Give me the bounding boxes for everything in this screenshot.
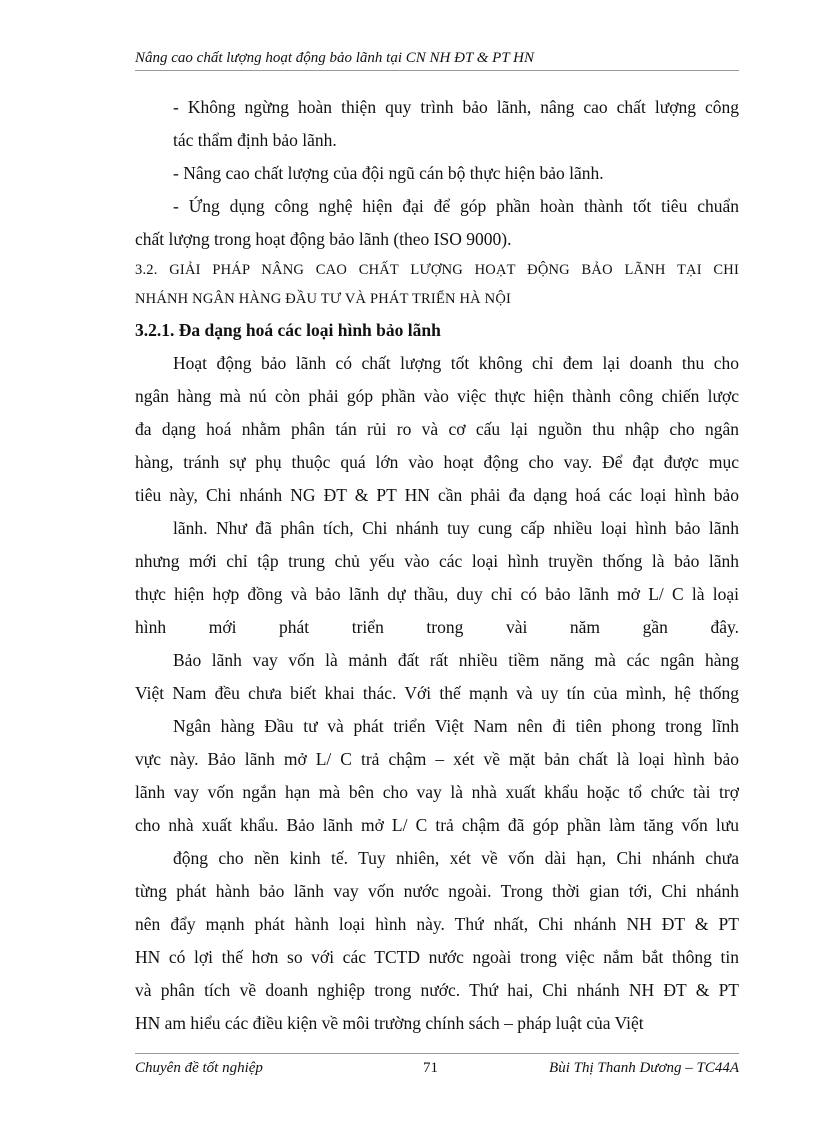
body-line: động cho nền kinh tế. Tuy nhiên, xét về vốn dài hạn, Chi nhánh chưa xyxy=(173,848,739,868)
body-line: hàng, tránh sự phụ thuộc quá lớn vào hoạt động cho vay. Để đạt được mục xyxy=(135,452,739,472)
body-line: - Không ngừng hoàn thiện quy trình bảo lãnh, nâng cao chất lượng công xyxy=(173,97,739,117)
page-footer xyxy=(135,1053,739,1084)
body-line: - Ứng dụng công nghệ hiện đại để góp phần hoàn thành tốt tiêu chuẩn xyxy=(173,196,739,216)
body-line: và phân tích về doanh nghiệp trong nước. Thứ hai, Chi nhánh NH ĐT & PT xyxy=(135,980,739,1000)
body-line: hình mới phát triển trong vài năm gần đây. xyxy=(135,617,739,637)
body-line: đa dạng hoá nhằm phân tán rủi ro và cơ cấu lại nguồn thu nhập cho ngân xyxy=(135,419,739,439)
body-line: Bảo lãnh vay vốn là mảnh đất rất nhiều tiềm năng mà các ngân hàng xyxy=(173,650,739,670)
subsection-heading: 3.2.1. Đa dạng hoá các loại hình bảo lãnh xyxy=(135,320,441,340)
body-line: tác thẩm định bảo lãnh. xyxy=(173,130,337,150)
body-line: Ngân hàng Đầu tư và phát triển Việt Nam nên đi tiên phong trong lĩnh xyxy=(173,716,739,736)
body-line: HN có lợi thế hơn so với các TCTD nước ngoài trong việc nắm bắt thông tin xyxy=(135,947,739,967)
body-line: tiêu này, Chi nhánh NG ĐT & PT HN cần phải đa dạng hoá các loại hình bảo xyxy=(135,485,739,505)
footer-left: Chuyên đề tốt nghiệp xyxy=(135,1060,263,1076)
page-header xyxy=(135,48,739,71)
footer-right: Bùi Thị Thanh Dương – TC44A xyxy=(549,1060,739,1076)
body-line: vực này. Bảo lãnh mở L/ C trả chậm – xét về mặt bản chất là loại hình bảo xyxy=(135,749,739,769)
document-body xyxy=(135,91,739,1040)
body-line: lãnh vay vốn ngắn hạn mà bên cho vay là nhà xuất khẩu hoặc tổ chức tài trợ xyxy=(135,782,739,802)
body-line: HN am hiểu các điều kiện về môi trường chính sách – pháp luật của Việt xyxy=(135,1013,644,1033)
section-heading: 3.2. GIẢI PHÁP NÂNG CAO CHẤT LƯỢNG HOẠT ĐỘNG BẢO LÃNH TẠI CHI xyxy=(135,262,739,278)
header-title: Nâng cao chất lượng hoạt động bảo lãnh tại CN NH ĐT & PT HN xyxy=(135,50,535,66)
body-line: thực hiện hợp đồng và bảo lãnh dự thầu, duy chỉ có bảo lãnh mở L/ C là loại xyxy=(135,584,739,604)
body-line: nên đẩy mạnh phát hành loại hình này. Thứ nhất, Chi nhánh NH ĐT & PT xyxy=(135,914,739,934)
body-line: Hoạt động bảo lãnh có chất lượng tốt không chỉ đem lại doanh thu cho xyxy=(173,353,739,373)
page-number: 71 xyxy=(423,1060,438,1076)
body-line: từng phát hành bảo lãnh vay vốn nước ngoài. Trong thời gian tới, Chi nhánh xyxy=(135,881,739,901)
body-line: Việt Nam đều chưa biết khai thác. Với thế mạnh và uy tín của mình, hệ thống xyxy=(135,683,739,703)
body-line: - Nâng cao chất lượng của đội ngũ cán bộ thực hiện bảo lãnh. xyxy=(173,163,604,183)
body-line: cho nhà xuất khẩu. Bảo lãnh mở L/ C trả chậm đã góp phần làm tăng vốn lưu xyxy=(135,815,739,835)
body-line: ngân hàng mà nú còn phải góp phần vào việc thực hiện thành công chiến lược xyxy=(135,386,739,406)
body-line: chất lượng trong hoạt động bảo lãnh (theo ISO 9000). xyxy=(135,229,512,249)
section-heading: NHÁNH NGÂN HÀNG ĐẦU TƯ VÀ PHÁT TRIỂN HÀ NỘI xyxy=(135,291,512,307)
body-line: lãnh. Như đã phân tích, Chi nhánh tuy cung cấp nhiều loại hình bảo lãnh xyxy=(173,518,739,538)
body-line: nhưng mới chỉ tập trung chủ yếu vào các loại hình truyền thống là bảo lãnh xyxy=(135,551,739,571)
